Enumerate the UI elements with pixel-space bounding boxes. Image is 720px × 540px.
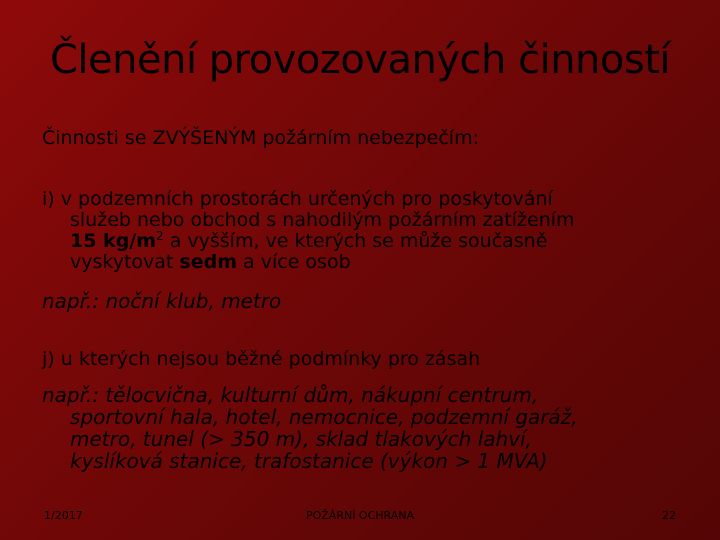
example-i xyxy=(42,290,682,312)
item-j-text: j) u kterých nejsou běžné podmínky pro zásah xyxy=(42,348,481,370)
example-i-text: např.: noční klub, metro xyxy=(42,289,282,313)
item-i-line-3-rest: a vyšším, ve kterých se může současně xyxy=(163,230,548,252)
example-j-line-2: sportovní hala, hotel, nemocnice, podzemní garáž, xyxy=(70,405,578,429)
fire-load-value: 15 kg/m xyxy=(70,230,157,252)
persons-count: sedm xyxy=(179,251,238,273)
section-heading xyxy=(42,128,682,149)
footer-date: 1/2017 xyxy=(44,509,83,522)
item-j xyxy=(42,349,682,370)
item-i-line-1: i) v podzemních prostorách určených pro poskytování xyxy=(42,188,553,210)
example-j-line-4: kyslíková stanice, trafostanice (výkon > 1 MVA) xyxy=(70,449,548,473)
item-i xyxy=(42,189,682,273)
item-i-line-3 xyxy=(42,231,682,252)
slide-title: Členění provozovaných činností xyxy=(49,37,671,83)
item-i-line-4-end: a více osob xyxy=(237,251,351,273)
fire-load-exponent: 2 xyxy=(156,229,164,243)
footer-title: POŽÁRNÍ OCHRANA xyxy=(305,509,415,522)
page-number: 22 xyxy=(662,509,676,522)
section-heading-text: Činnosti se ZVÝŠENÝM požárním nebezpečím: xyxy=(42,127,479,149)
item-i-line-4-start: vyskytovat xyxy=(70,251,180,273)
item-i-line-2: služeb nebo obchod s nahodilým požárním zatížením xyxy=(70,209,575,231)
item-i-line-4 xyxy=(42,252,682,273)
example-j-line-1: např.: tělocvična, kulturní dům, nákupní centrum, xyxy=(42,383,539,407)
example-j-line-3: metro, tunel (> 350 m), sklad tlakových lahví, xyxy=(70,427,532,451)
example-j xyxy=(42,384,682,472)
